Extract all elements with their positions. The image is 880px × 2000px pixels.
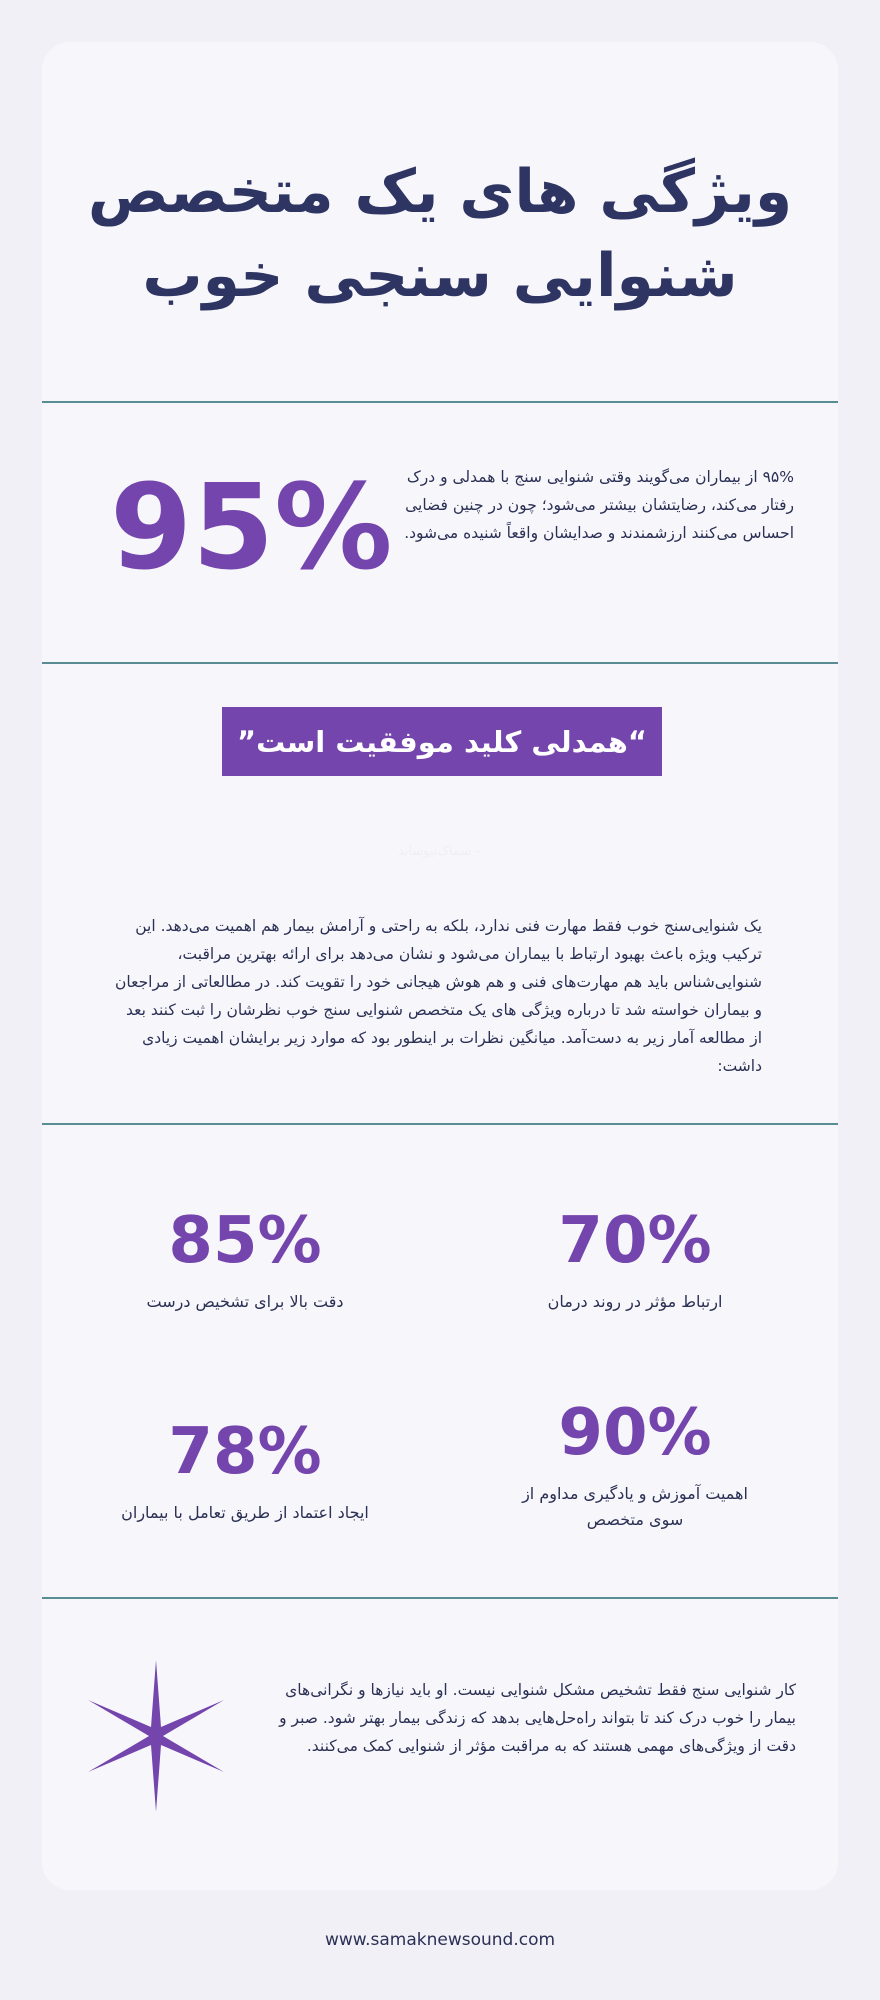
stat-value: 70% <box>558 1204 712 1278</box>
stat-label: دقت بالا برای تشخیص درست <box>146 1292 344 1311</box>
quote-banner <box>222 707 662 776</box>
stat-item <box>95 1416 395 1526</box>
footer-website: www.samaknewsound.com <box>324 1930 556 1950</box>
quote-attribution: – سماک‌نیوساند <box>397 844 483 859</box>
divider <box>42 1123 838 1125</box>
stat-value: 85% <box>168 1204 322 1278</box>
stat-item <box>95 1205 395 1315</box>
title-line-1: ویژگی های یک متخصص <box>87 157 793 227</box>
stat-item <box>485 1205 785 1315</box>
divider <box>42 662 838 664</box>
stat-value: 90% <box>558 1396 712 1470</box>
star-icon <box>88 1660 224 1812</box>
highlight-stat-text: ۹۵% از بیماران می‌گویند وقتی شنوایی سنج با همدلی و درک رفتار می‌کند، رضایتشان بیشتر می‌شود؛ چون در چنین فضایی احساس می‌کنند ارزشمندند و صدایشان واقعاً شنیده می‌شود. <box>404 468 794 542</box>
divider <box>42 401 838 403</box>
page-title <box>42 150 838 318</box>
intro-paragraph: یک شنوایی‌سنج خوب فقط مهارت فنی ندارد، بلکه به راحتی و آرامش بیمار هم اهمیت می‌دهد. این ترکیب ویژه باعث بهبود ارتباط با بیماران می‌شود و نشان می‌دهد برای ارائه بهترین مراقبت، شنوایی‌شناس باید هم مهارت‌های فنی و هم هوش هیجانی خود را تقویت کند. در مطالعاتی از مراجعان و بیماران خواسته شد تا درباره ویژگی های یک متخصص شنوایی سنج خوب نظرشان را ثبت کنند بعد از مطالعه آمار زیر به دست‌آمد. میانگین نظرات بر اینطور بود که موارد زیر برایشان اهمیت زیادی داشت: <box>115 917 762 1075</box>
divider <box>42 1597 838 1599</box>
highlight-stat-value: 95% <box>110 458 393 596</box>
title-line-2: شنوایی سنجی خوب <box>142 241 738 311</box>
stat-label: ارتباط مؤثر در روند درمان <box>547 1292 723 1311</box>
quote-text: “همدلی کلید موفقیت است” <box>237 724 647 759</box>
stat-value: 78% <box>168 1415 322 1489</box>
stat-label: اهمیت آموزش و یادگیری مداوم از سوی متخصص <box>522 1484 748 1529</box>
conclusion-paragraph: کار شنوایی سنج فقط تشخیص مشکل شنوایی نیست. او باید نیازها و نگرانی‌های بیمار را خوب درک کند تا بتواند راه‌حل‌هایی بدهد که زندگی بیمار بهتر شود. صبر و دقت از ویژگی‌های مهمی هستند که به مراقبت مؤثر از شنوایی کمک می‌کنند. <box>279 1681 796 1755</box>
stat-item <box>485 1397 785 1533</box>
stat-label: ایجاد اعتماد از طریق تعامل با بیماران <box>121 1503 369 1522</box>
